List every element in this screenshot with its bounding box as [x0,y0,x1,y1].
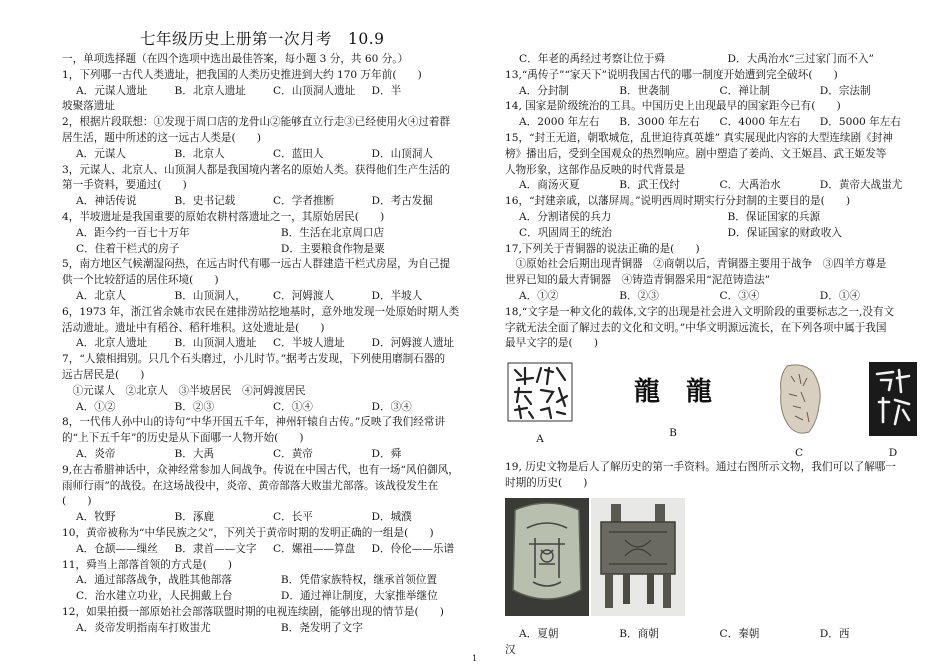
options-q13_opts [505,84,920,100]
option-d-seal-script-image [869,362,917,442]
option-A[interactable]: A．北京人遗址 [76,337,148,350]
option-B[interactable]: B．商朝 [619,628,659,641]
option-D[interactable]: D．③④ [371,400,412,413]
q18-image-options [505,362,917,460]
option-C[interactable]: C．山顶洞人遗址 [273,84,356,97]
option-C[interactable]: C．①④ [273,400,313,413]
question-q17-line: 17,下列关于青铜器的说法正确的是( ) [505,242,700,255]
option-B[interactable]: B．涿鹿 [174,511,215,524]
section-heading: 一，单项选择题（在四个选项中选出最佳答案，每小题 3 分，共 60 分。） [62,53,409,65]
question-q18-line: 字就无法全面了解过去的文化和文明。”中华文明源远流长，在下列各项中属于我国 [505,321,887,334]
option-label: B [669,427,677,440]
options-q14_opts [505,115,920,131]
options-q16-row2 [505,226,920,242]
option-C[interactable]: C．大禹治水 [719,179,781,192]
q18-option-d[interactable] [869,362,917,460]
option-a-inscription-image [507,362,573,428]
option-B[interactable]: B．尧发明了文字 [280,621,363,634]
option-A[interactable]: A．仓颉——缫丝 [76,542,158,555]
option-A[interactable]: A．北京人 [76,289,127,302]
option-D[interactable]: D．5000 年左右 [819,116,901,129]
option-A[interactable]: A．牧野 [76,511,116,524]
option-C[interactable]: C．年老的禹经过考察让位于舜 [519,53,665,65]
question-q17-line: ①原始社会后期出现青铜器 ②商朝以后，青铜器主要用于战争 ③四羊方尊是 [505,258,887,271]
option-B[interactable]: B．武王伐纣 [619,179,681,192]
q7-items: ①元谋人 ②北京人 ③半坡居民 ④河姆渡居民 [62,384,306,397]
option-D[interactable]: D．黄帝大战蚩尤 [819,179,903,192]
options-q15_opts [505,178,920,194]
option-C[interactable]: C．秦朝 [719,628,760,641]
option-C[interactable]: C．河姆渡人 [273,289,335,302]
option-C[interactable]: C．③④ [719,289,760,302]
question-q8-line: 的“上下五千年”的历史是从下面哪一人物开始( ) [62,432,304,445]
question-q5-line: 5，南方地区气候潮湿闷热，在远古时代有哪一远古人群建造干栏式房屋，为自己提 [62,258,451,271]
options-q11-row1 [62,573,470,589]
option-C[interactable]: C．治水建立功业，人民拥戴上台 [76,590,233,603]
option-c-bone-image [773,362,825,442]
right-column [505,0,920,659]
option-A[interactable]: A．商汤灭夏 [519,179,580,192]
option-C[interactable]: C．学者推断 [273,195,335,208]
option-A[interactable]: A．炎帝 [76,447,116,460]
options-q10_opts [62,542,470,558]
option-B[interactable]: B．生活在北京周口店 [280,226,385,239]
option-C[interactable]: C．嫘祖——算盘 [273,542,356,555]
option-C[interactable]: C．长平 [273,511,313,524]
question-q17-line: 世界已知的最大青铜器 ④铸造青铜器采用“泥范铸造法” [505,274,771,287]
option-D[interactable]: D．主要粮食作物是粟 [280,242,385,255]
option-C[interactable]: C．住着干栏式的房子 [76,242,180,255]
option-B[interactable]: B．隶首——文字 [174,542,257,555]
options-q5_opts [62,289,470,305]
option-A[interactable]: A．分封制 [519,84,570,97]
option-d-continued: 坡聚落遗址 [62,100,115,113]
options-q2_opts [62,147,470,163]
left-column [62,0,470,636]
option-A[interactable]: A．通过部落战争，战胜其他部落 [76,574,232,587]
question-q2-line: 2，根据片段联想：①发现于周口店的龙骨山②能够直立行走③已经使用火④过着群 [62,116,451,129]
options-q12_opts2 [505,52,920,68]
option-D[interactable]: D．西 [819,628,850,641]
option-D[interactable]: D．河姆渡人遗址 [371,337,455,350]
question-q3-line: 第一手资料，要通过( ) [62,179,187,192]
question-q9-line: 雨师行雨”的战役。在这场战役中，炎帝、黄帝部落大败蚩尤部落。该战役发生在 [62,479,439,492]
option-B[interactable]: B．山顶洞人， [174,289,246,302]
options-q4-row1 [62,226,470,242]
options-q6_opts [62,336,470,352]
option-D[interactable]: D．通过禅让制度，大家推举继位 [280,590,438,603]
q18-option-a[interactable] [507,362,573,460]
question-q15-line: 榜》播出后，受到全国观众的热烈响应。剧中塑造了姜尚、文王姬昌、武王姬发等 [505,147,887,160]
option-A[interactable]: A．距今约一百七十万年 [76,226,190,239]
question-q5-line: 供一个比较舒适的居住环境( ) [62,274,219,287]
question-q14-line: 14, 国家是阶级统治的工具。中国历史上出现最早的国家距今已有( ) [505,100,841,113]
question-q7-line: 7，“人猿相揖别。只几个石头磨过，小儿时节。”据考古发现，下列使用磨制石器的 [62,353,446,366]
option-D[interactable]: D．伶伦——乐谱 [371,542,455,555]
option-d-continued: 汉 [505,644,516,657]
option-C[interactable]: C．4000 年左右 [719,116,801,129]
options-q11-row2 [62,589,470,605]
option-C[interactable]: C．黄帝 [273,447,313,460]
option-A[interactable]: A．夏朝 [519,628,559,641]
option-D[interactable]: D．①④ [819,289,861,302]
option-B[interactable]: B．大禹 [174,447,215,460]
option-C[interactable]: C．蓝田人 [273,147,324,160]
option-D[interactable]: D．半坡人 [371,289,423,302]
option-label: A [536,432,544,445]
question-q3-line: 3，元谋人、北京人、山顶洞人都是我国境内著名的原始人类。获得他们生产生活的 [62,163,451,176]
question-q2-line: 居生活，题中所述的这一远古人类是( ) [62,131,261,144]
option-D[interactable]: D．大禹治水“三过家门而不入” [727,53,874,65]
question-q7-line: 远古居民是( ) [62,368,145,381]
options-q16-row1 [505,210,920,226]
option-A[interactable]: A．元谋人 [76,147,127,160]
question-q10-line: 10，黄帝被称为“中华民族之父”，下列关于黄帝时期的发明正确的一组是( ) [62,526,434,539]
option-A[interactable]: A．①② [76,400,116,413]
question-q12-line: 12，如果拍摄一部原始社会部落联盟时期的电视连续剧，能够出现的情节是( ) [62,605,444,618]
option-D[interactable]: D．半 [371,84,402,97]
question-q18-line: 18,“文字是一种文化的载体,文字的出现是社会进入文明阶段的重要标志之一,没有文 [505,305,895,318]
option-D[interactable]: D．城濮 [371,511,412,524]
question-q8-line: 8，一代伟人孙中山的诗句“中华开国五千年，神州轩辕自古传。”反映了我们经常讲 [62,416,446,429]
option-B[interactable]: B．北京人 [174,147,225,160]
option-A[interactable]: A．分割诸侯的兵力 [519,210,612,223]
question-q4-line: 4，半坡遗址是我国重要的原始农耕村落遗址之一，其原始居民( ) [62,210,385,223]
question-q9-line: ( ) [62,495,92,508]
option-A[interactable]: A．2000 年左右 [519,116,600,129]
question-q13-line: 13,“禹传子”“家天下”说明我国古代的哪一制度开始遭到完全破坏( ) [505,68,838,81]
question-q6-line: 活动遗址。遗址中有稻谷、稻秆堆积。这处遗址是( ) [62,321,325,334]
option-label: D [888,446,898,459]
option-B[interactable]: B．北京人遗址 [174,84,246,97]
option-b-calligraphy-image [617,362,729,422]
options-q1_opts [62,84,470,100]
options-q4-row2 [62,242,470,258]
option-C[interactable]: C．半坡人遗址 [273,337,345,350]
option-B[interactable]: B．世袭制 [619,84,670,97]
question-q19-line: 19, 历史文物是后人了解历史的第一手资料。通过右图所示文物，我们可以了解哪一 [505,460,896,473]
options-q19_opts [505,627,920,643]
q19-artifact-images [505,498,920,622]
option-label: C [794,446,804,459]
option-B[interactable]: B．史书记载 [174,195,236,208]
options-q8_opts [62,447,470,463]
options-q3_opts [62,194,470,210]
option-D[interactable]: D．考古发掘 [371,195,433,208]
option-B[interactable]: B．②③ [619,289,659,302]
question-q18-line: 最早文字的是( ) [505,337,599,350]
option-D[interactable]: D．舜 [371,447,402,460]
option-C[interactable]: C．禅让制 [719,84,770,97]
page-number: 1 [472,654,478,663]
bronze-dish-image [505,498,589,622]
option-B[interactable]: B．山顶洞人遗址 [174,337,257,350]
option-D[interactable]: D．山顶洞人 [371,147,433,160]
option-B[interactable]: B．3000 年左右 [619,116,700,129]
option-A[interactable]: A．元谋人遗址 [76,84,148,97]
question-q15-line: 15，“封王无道，朝歌城危，乱世迫待真英雄” 真实展现此内容的大型连续剧《封神 [505,131,893,144]
question-q6-line: 6，1973 年，浙江省余姚市农民在建排涝站挖地基时，意外地发现一处原始时期人类 [62,305,460,318]
option-D[interactable]: D．保证国家的财政收入 [727,226,842,239]
q18-option-c[interactable] [773,362,825,460]
options-q7_opts [62,400,470,416]
question-q1-line: 1，下列哪一古代人类遗址，把我国的人类历史推进到大约 170 万年前( ) [62,68,422,81]
question-q15-line: 人物形象，这部作品反映的时代背景是 [505,163,686,176]
options-q12_opts [62,621,470,637]
option-B[interactable]: B．保证国家的兵源 [727,210,821,223]
option-B[interactable]: B．②③ [174,400,215,413]
calligraphy-text: 龍 龍 [633,377,712,408]
option-A[interactable]: A．炎帝发明指南车打败蚩尤 [76,621,211,634]
option-B[interactable]: B．凭借家族特权，继承首领位置 [280,574,437,587]
option-A[interactable]: A．神话传说 [76,195,137,208]
question-q16-line: 16，“封建亲戚，以藩屏周。”说明西周时期实行分封制的主要目的是( ) [505,195,851,208]
question-q11-line: 11，舜当上部落首领的方式是( ) [62,558,233,571]
option-A[interactable]: A．①② [519,289,559,302]
q18-option-b[interactable] [617,362,729,460]
bronze-ding-image [591,498,685,622]
options-q9_opts [62,510,470,526]
question-q9-line: 9,在古希腊神话中，众神经常参加人间战争。传说在中国古代，也有一场“风伯御风， [62,463,459,476]
option-D[interactable]: D．宗法制 [819,84,871,97]
option-C[interactable]: C．巩固周王的统治 [519,226,612,239]
options-q17_opts [505,289,920,305]
page-title: 七年级历史上册第一次月考 10.9 [140,30,385,48]
question-q19-line: 时期的历史( ) [505,476,588,489]
